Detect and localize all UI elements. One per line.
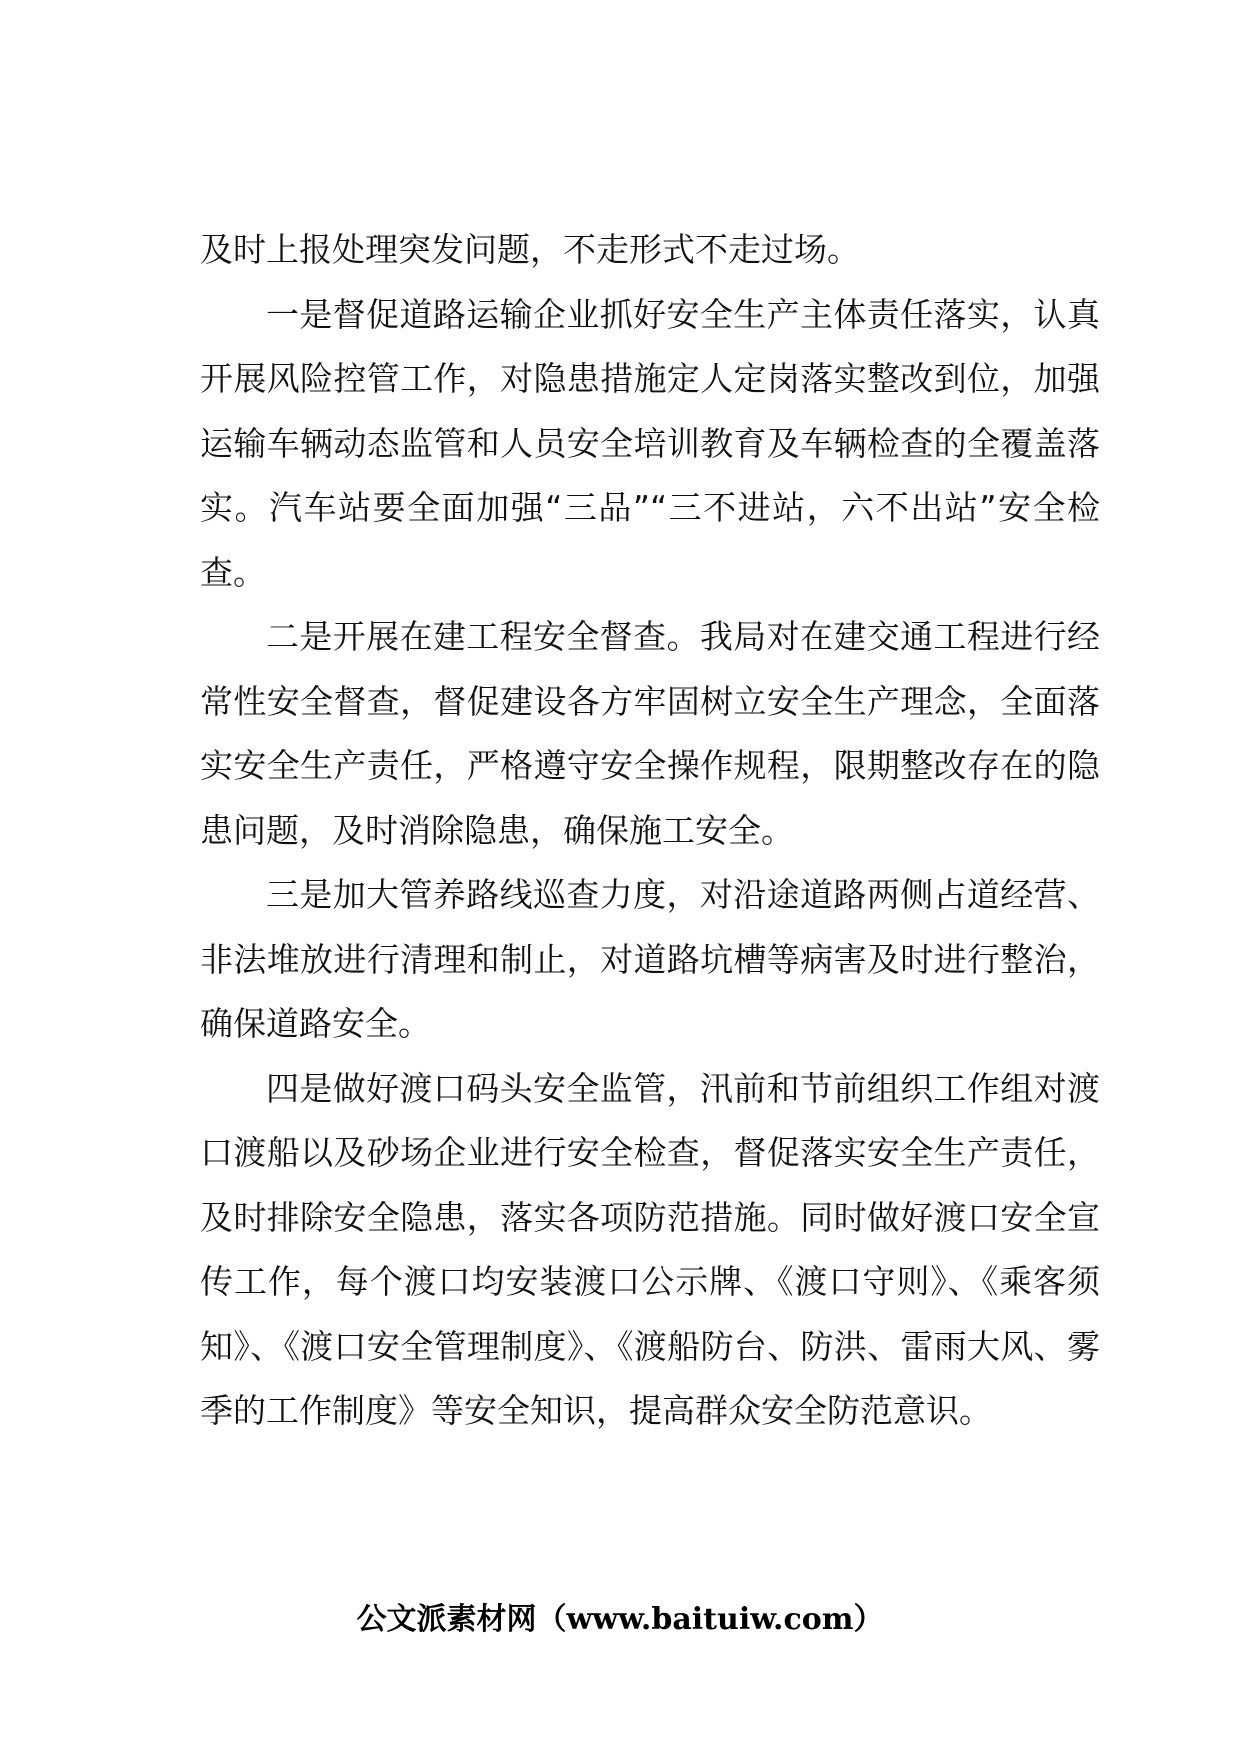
paragraph-construction-inspection: 二是开展在建工程安全督查。我局对在建交通工程进行经常性安全督查，督促建设各方牢固树立安全生产理念，全面落实安全生产责任，严格遵守安全操作规程，限期整改存在的隐患问题，及时消除隐患，确保施工安全。 [200,617,1100,850]
paragraph-road-transport: 一是督促道路运输企业抓好安全生产主体责任落实，认真开展风险控管工作，对隐患措施定人定岗落实整改到位，加强运输车辆动态监管和人员安全培训教育及车辆检查的全覆盖落实。汽车站要全面加强“三品”“三不进站，六不出站”安全检查。 [200,294,1100,592]
paragraph-ferry-supervision: 四是做好渡口码头安全监管，汛前和节前组织工作组对渡口渡船以及砂场企业进行安全检查，督促落实安全生产责任，及时排除安全隐患，落实各项防范措施。同时做好渡口安全宣传工作，每个渡口均安装渡口公示牌、《渡口守则》、《乘客须知》、《渡口安全管理制度》、《渡船防台、防洪、雷雨大风、雾季的工作制度》等安全知识，提高群众安全防范意识。 [200,1068,1100,1430]
footer-watermark-text: 公文派素材网（www.baituiw.com） [356,1602,884,1637]
paragraph-continuation: 及时上报处理突发问题，不走形式不走过场。 [200,230,860,269]
paragraph-road-patrol: 三是加大管养路线巡查力度，对沿途道路两侧占道经营、非法堆放进行清理和制止，对道路坑槽等病害及时进行整治，确保道路安全。 [200,875,1100,1043]
document-body [200,218,1100,1444]
